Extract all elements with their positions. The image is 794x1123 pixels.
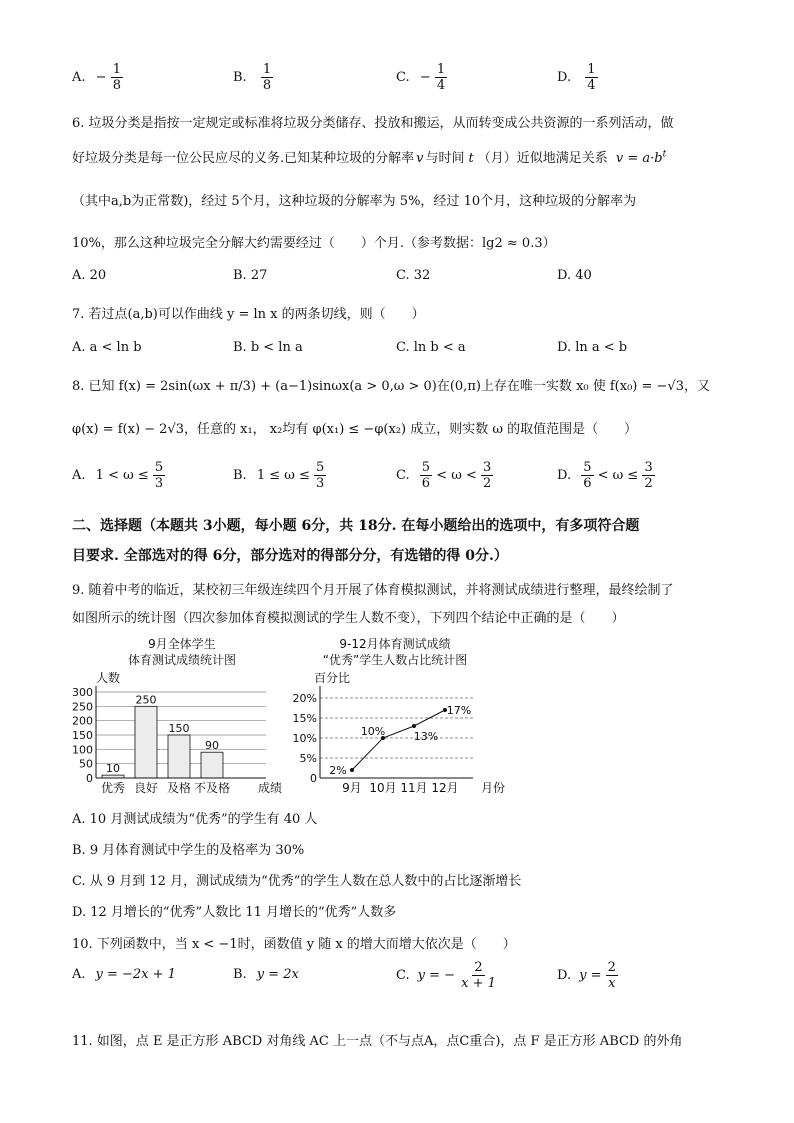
q7-option-d: D. ln a < b bbox=[557, 340, 628, 355]
q9-option-b: B. 9 月体育测试中学生的及格率为 30% bbox=[72, 843, 305, 858]
q9-option-a: A. 10 月测试成绩为“优秀”的学生有 40 人 bbox=[72, 812, 318, 827]
line-ytick-label: 10% bbox=[292, 732, 317, 745]
line-chart-title: 9-12月体育测试成绩 bbox=[339, 637, 451, 651]
bar-chart-xlabel: 成绩 bbox=[258, 781, 283, 795]
q9-option-d: D. 12 月增长的“优秀”人数比 11 月增长的“优秀”人数多 bbox=[72, 905, 397, 920]
bar-chart-subtitle: 体育测试成绩统计图 bbox=[127, 653, 237, 667]
line-point bbox=[412, 724, 416, 728]
q8-option-c: C. $\frac{5}{6}$ < ω < $\frac{3}{2}$ bbox=[396, 460, 492, 491]
bar-ytick-label: 100 bbox=[72, 743, 93, 757]
line-xtick-label: 9月 bbox=[342, 781, 362, 795]
bar-ytick-label: 250 bbox=[72, 700, 93, 714]
q6-option-d: D. 40 bbox=[557, 268, 592, 283]
line-ytick-label: 5% bbox=[299, 752, 317, 765]
bar-value-label: 250 bbox=[135, 693, 157, 707]
q8-option-d: D. $\frac{5}{6}$ < ω ≤ $\frac{3}{2}$ bbox=[557, 460, 653, 491]
bar-xtick-label: 优秀 bbox=[100, 781, 126, 795]
q9-line2: 如图所示的统计图（四次参加体育模拟测试的学生人数不变），下列四个结论中正确的是（ ） bbox=[72, 611, 625, 626]
line-point bbox=[350, 768, 354, 772]
q6-option-b: B. 27 bbox=[233, 268, 268, 283]
line-xtick-label: 12月 bbox=[431, 781, 459, 795]
bar-xtick-label: 及格 bbox=[166, 781, 192, 795]
q10-option-a: A. y = −2x + 1 bbox=[72, 967, 176, 982]
line-value-label: 17% bbox=[446, 704, 472, 717]
bar-chart-title: 9月全体学生 bbox=[148, 637, 216, 651]
q10-option-d: D. y = $\frac{2}{x}$ bbox=[557, 960, 616, 991]
bar-xtick-label: 不及格 bbox=[193, 781, 231, 795]
q11-line1: 11. 如图，点 E 是正方形 ABCD 对角线 AC 上一点（不与点A，点C重合)，点 F 是正方形 ABCD 的外角 bbox=[72, 1034, 683, 1049]
q8-option-b: B. 1 ≤ ω ≤ $\frac{5}{3}$ bbox=[233, 460, 325, 491]
line-xtick-label: 11月 bbox=[400, 781, 428, 795]
q8-option-a: A. 1 < ω ≤ $\frac{5}{3}$ bbox=[72, 460, 164, 491]
line-ytick-label: 15% bbox=[292, 712, 317, 725]
bar-chart-september bbox=[66, 634, 298, 802]
line-value-label: 10% bbox=[360, 725, 386, 738]
q6-line2: 好垃圾分类是每一位公民应尽的义务.已知某种垃圾的分解率 v 与时间 t （月）近似地满足关系 $v = a\cdot b^t$ bbox=[72, 149, 667, 166]
bar bbox=[201, 752, 223, 778]
q5-option-c: C. − $\frac{1}{4}$ bbox=[396, 62, 446, 93]
bar-value-label: 10 bbox=[106, 762, 120, 776]
line-value-label: 2% bbox=[329, 764, 347, 777]
line-value-label: 13% bbox=[413, 730, 439, 743]
q6-option-c: C. 32 bbox=[396, 268, 431, 283]
q7-option-b: B. b < ln a bbox=[233, 340, 303, 355]
bar-value-label: 90 bbox=[205, 739, 219, 753]
q9-line1: 9. 随着中考的临近，某校初三年级连续四个月开展了体育模拟测试，并将测试成绩进行整理，最终绘制了 bbox=[72, 583, 674, 598]
bar-chart-ylabel: 人数 bbox=[96, 671, 121, 685]
line-chart-subtitle: “优秀”学生人数占比统计图 bbox=[322, 653, 468, 667]
line-chart-xlabel: 月份 bbox=[481, 781, 506, 795]
q10-option-c: C. y = − $\frac{2}{x + 1}$ bbox=[396, 960, 496, 991]
q5-option-b: B. $\frac{1}{8}$ bbox=[233, 62, 272, 93]
line-chart-ylabel: 百分比 bbox=[314, 671, 351, 685]
q6-line4: 10%，那么这种垃圾完全分解大约需要经过（ ）个月.（参考数据：lg2 ≈ 0.3） bbox=[72, 236, 556, 251]
q7-option-a: A. a < ln b bbox=[72, 340, 142, 355]
q6-line3: （其中a,b为正常数)，经过 5个月，这种垃圾的分解率为 5%，经过 10个月，这种垃圾的分解率为 bbox=[72, 194, 637, 209]
bar-ytick-label: 50 bbox=[79, 757, 93, 771]
line-chart-excellent-ratio bbox=[288, 634, 518, 802]
bar bbox=[168, 735, 190, 778]
q9-option-c: C. 从 9 月到 12 月，测试成绩为“优秀”的学生人数在总人数中的占比逐渐增长 bbox=[72, 874, 522, 889]
bar-value-label: 150 bbox=[168, 722, 190, 735]
q10-stem: 10. 下列函数中，当 x < −1时，函数值 y 随 x 的增大而增大依次是（ ） bbox=[72, 937, 516, 952]
bar-ytick-label: 0 bbox=[86, 772, 93, 785]
q6-line1: 6. 垃圾分类是指按一定规定或标准将垃圾分类储存、投放和搬运，从而转变成公共资源的一系列活动，做 bbox=[72, 116, 674, 131]
q8-line1: 8. 已知 f(x) = 2sin(ωx + π/3) + (a−1)sinωx(a > 0,ω > 0)在(0,π)上存在唯一实数 x₀ 使 f(x₀) = −√3，又 bbox=[72, 379, 710, 394]
line-ytick-label: 20% bbox=[292, 692, 317, 705]
line-ytick-label: 0 bbox=[310, 772, 317, 785]
q6-option-a: A. 20 bbox=[72, 268, 107, 283]
q7-option-c: C. ln b < a bbox=[396, 340, 466, 355]
bar bbox=[135, 706, 157, 778]
section2-heading-line2: 目要求. 全部选对的得 6分，部分选对的得部分分，有选错的得 0分.） bbox=[72, 548, 508, 564]
q8-line2: φ(x) = f(x) − 2√3，任意的 x₁， x₂均有 φ(x₁) ≤ −φ(x₂) 成立，则实数 ω 的取值范围是（ ） bbox=[72, 422, 638, 437]
bar-xtick-label: 良好 bbox=[133, 781, 159, 795]
bar-ytick-label: 150 bbox=[72, 729, 93, 742]
q10-option-b: B. y = 2x bbox=[233, 967, 299, 982]
bar-ytick-label: 200 bbox=[72, 714, 93, 728]
section2-heading-line1: 二、选择题（本题共 3小题，每小题 6分，共 18分. 在每小题给出的选项中，有多项符合题 bbox=[72, 518, 640, 534]
q5-option-a: A. − $\frac{1}{8}$ bbox=[72, 62, 121, 93]
q5-option-d: D. $\frac{1}{4}$ bbox=[557, 62, 596, 93]
q7-stem: 7. 若过点(a,b)可以作曲线 y = ln x 的两条切线，则（ ） bbox=[72, 307, 425, 322]
line-xtick-label: 10月 bbox=[369, 781, 397, 795]
bar-ytick-label: 300 bbox=[72, 686, 93, 699]
